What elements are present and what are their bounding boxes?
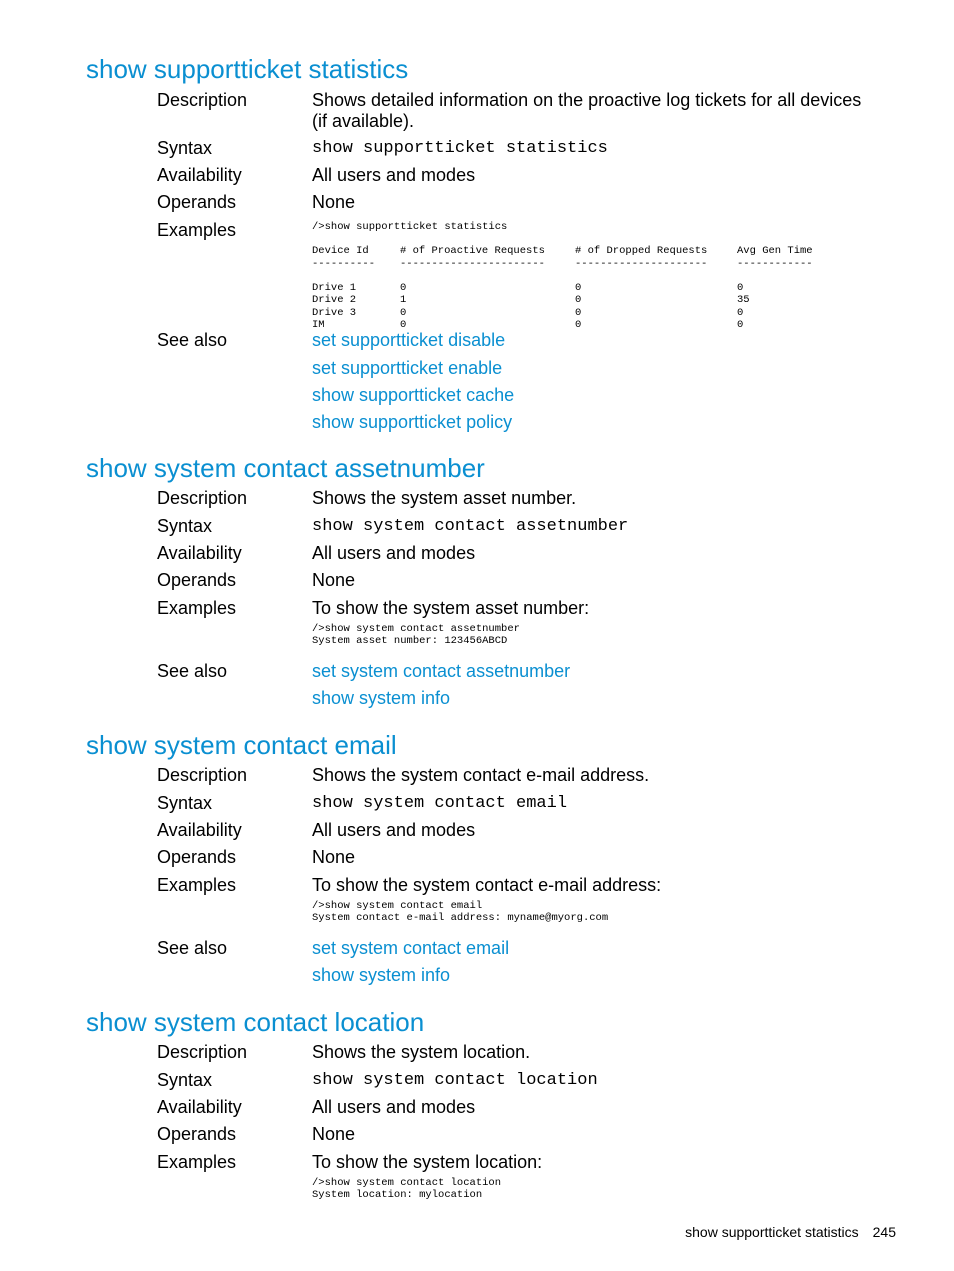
link-set-system-contact-assetnumber[interactable]: set system contact assetnumber [312,661,571,681]
cell: 0 [400,319,407,332]
see-also-label: See also [157,661,228,681]
description-label: Description [157,765,248,785]
rule: ---------- [312,257,376,270]
cell: 0 [400,282,407,295]
table-row [312,282,827,294]
cell: Drive 1 [312,282,357,295]
cell: 1 [400,294,407,307]
description-value: Shows the system contact e-mail address. [312,765,650,785]
section-title: show supportticket statistics [86,54,409,84]
link-set-supportticket-disable[interactable]: set supportticket disable [312,330,506,350]
cell: Drive 2 [312,294,357,307]
cell: 0 [737,282,744,295]
link-show-supportticket-cache[interactable]: show supportticket cache [312,385,515,405]
availability-label: Availability [157,1097,242,1117]
link-show-supportticket-policy[interactable]: show supportticket policy [312,412,513,432]
cell: IM [312,319,325,332]
description-label: Description [157,1042,248,1062]
section-title: show system contact location [86,1007,425,1037]
rule: --------------------- [575,257,708,270]
examples-value [312,598,862,648]
cell: 0 [737,319,744,332]
availability-value: All users and modes [312,820,476,840]
page-footer [685,1223,896,1241]
example-code: />show system contact location System location: mylocation [312,1177,502,1202]
availability-label: Availability [157,165,242,185]
see-also-label: See also [157,330,228,350]
example-code: />show system contact email System contact e-mail address: myname@myorg.com [312,900,609,925]
cell: 0 [575,282,582,295]
operands-label: Operands [157,192,237,212]
link-show-system-info[interactable]: show system info [312,965,451,985]
cell: 0 [575,319,582,332]
description-value: Shows detailed information on the proactive log tickets for all devices (if available). [312,90,862,131]
cell: 0 [575,294,582,307]
operands-value: None [312,1124,356,1144]
link-set-supportticket-enable[interactable]: set supportticket enable [312,358,503,378]
examples-label: Examples [157,598,237,618]
syntax-label: Syntax [157,516,213,536]
operands-label: Operands [157,1124,237,1144]
table-row [312,294,827,306]
example-code: />show system contact assetnumber System asset number: 123456ABCD [312,623,520,648]
table-header-row [312,245,827,257]
operands-value: None [312,847,356,867]
section-title: show system contact assetnumber [86,453,485,483]
syntax-value: show system contact email [312,794,568,813]
cell: Drive 3 [312,306,357,319]
examples-value [312,221,862,331]
examples-text: To show the system contact e-mail address: [312,875,662,895]
syntax-value: show system contact assetnumber [312,517,629,536]
examples-value [312,875,862,925]
description-value: Shows the system location. [312,1042,531,1062]
availability-value: All users and modes [312,165,476,185]
description-label: Description [157,90,248,110]
examples-label: Examples [157,1152,237,1172]
link-set-system-contact-email[interactable]: set system contact email [312,938,510,958]
table-row [312,307,827,319]
cell: 0 [400,306,407,319]
link-show-system-info[interactable]: show system info [312,688,451,708]
header-proactive-requests: # of Proactive Requests [400,245,545,258]
syntax-value: show system contact location [312,1071,598,1090]
operands-label: Operands [157,570,237,590]
statistics-table [312,245,827,331]
page-number: 245 [872,1224,896,1240]
table-spacer-row [312,270,827,282]
header-dropped-requests: # of Dropped Requests [575,245,708,258]
operands-label: Operands [157,847,237,867]
availability-value: All users and modes [312,1097,476,1117]
table-rule-row [312,258,827,270]
cell: 35 [737,294,750,307]
see-also-label: See also [157,938,228,958]
rule: ----------------------- [400,257,545,270]
syntax-value: show supportticket statistics [312,139,608,158]
running-title: show supportticket statistics [685,1224,859,1240]
syntax-label: Syntax [157,1070,213,1090]
examples-label: Examples [157,875,237,895]
rule: ------------ [737,257,813,270]
examples-value [312,1152,862,1202]
cell: 0 [737,306,744,319]
operands-value: None [312,192,356,212]
examples-label: Examples [157,220,237,240]
availability-label: Availability [157,820,242,840]
description-value: Shows the system asset number. [312,488,577,508]
cell: 0 [575,306,582,319]
syntax-label: Syntax [157,793,213,813]
syntax-label: Syntax [157,138,213,158]
header-device-id: Device Id [312,245,369,258]
section-title: show system contact email [86,730,397,760]
examples-text: To show the system asset number: [312,598,590,618]
header-avg-gen-time: Avg Gen Time [737,245,813,258]
availability-value: All users and modes [312,543,476,563]
availability-label: Availability [157,543,242,563]
examples-text: To show the system location: [312,1152,543,1172]
example-command: />show supportticket statistics [312,221,508,233]
description-label: Description [157,488,248,508]
operands-value: None [312,570,356,590]
